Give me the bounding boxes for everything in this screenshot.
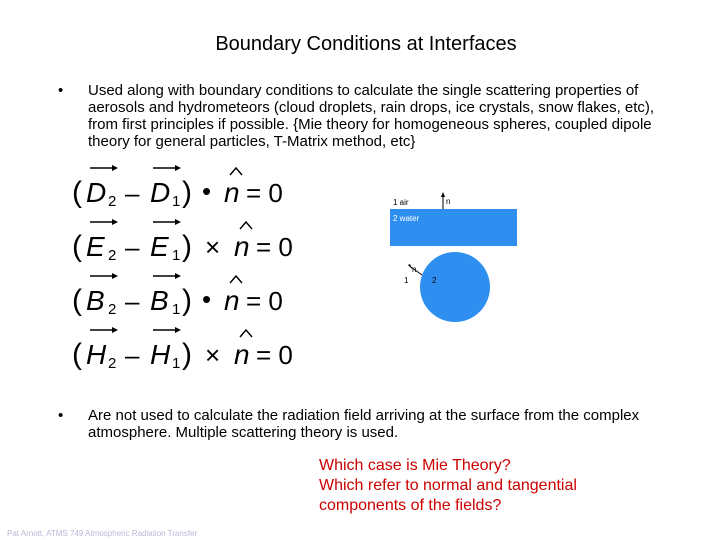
minus-sign: – (125, 340, 140, 370)
equation-B (72, 273, 283, 318)
bullet-text: Are not used to calculate the radiation field arriving at the surface from the complex atmosphere. Multiple scattering theory is used. (88, 407, 640, 441)
inside-label: 2 (432, 276, 437, 285)
operator: × (205, 232, 221, 262)
vector-arrowhead (112, 165, 118, 171)
subscript: 1 (172, 355, 181, 372)
unit-hat (230, 168, 242, 175)
bullet-marker: • (58, 82, 64, 99)
minus-sign: – (125, 286, 140, 316)
subscript: 1 (172, 301, 181, 318)
normal-symbol: n (224, 285, 240, 316)
normal-symbol: n (234, 231, 250, 262)
equals-zero: = 0 (246, 286, 283, 316)
water-label: 2 water (393, 214, 420, 223)
question-line: components of the fields? (319, 497, 502, 514)
normal-arrowhead (441, 192, 445, 197)
vector-arrowhead (175, 273, 181, 279)
field-symbol: B (150, 285, 169, 316)
minus-sign: – (125, 232, 140, 262)
equation-D (72, 165, 283, 210)
vector-arrowhead (175, 165, 181, 171)
interface-diagram (385, 190, 525, 330)
operator: × (205, 340, 221, 370)
bullet-text: Used along with boundary conditions to calculate the single scattering properties of aerosols and hydrometeors (cloud droplets, rain drops, ice crystals, snow flakes, etc), from first principles if possible. {Mie theory for homogeneous spheres, coupled dipole theory for general particles, T-Matrix method, etc} (88, 82, 655, 150)
operator: • (202, 284, 212, 314)
bullet-item-scattering (58, 82, 668, 150)
sphere-particle (420, 252, 490, 322)
equals-zero: = 0 (246, 178, 283, 208)
open-paren: ( (72, 284, 82, 317)
unit-hat (230, 276, 242, 283)
field-symbol: E (86, 231, 105, 262)
subscript: 1 (172, 193, 181, 210)
subscript: 2 (108, 301, 117, 318)
vector-arrowhead (175, 327, 181, 333)
outside-label: 1 (404, 276, 409, 285)
subscript: 1 (172, 247, 181, 264)
vector-arrowhead (112, 273, 118, 279)
operator: • (202, 176, 212, 206)
subscript: 2 (108, 193, 117, 210)
question-line: Which case is Mie Theory? (319, 457, 511, 474)
slide-title: Boundary Conditions at Interfaces (215, 33, 517, 55)
close-paren: ) (182, 230, 192, 263)
close-paren: ) (182, 176, 192, 209)
equation-H (72, 327, 293, 372)
air-label: 1 air (393, 198, 409, 207)
subscript: 2 (108, 355, 117, 372)
close-paren: ) (182, 338, 192, 371)
equals-zero: = 0 (256, 340, 293, 370)
open-paren: ( (72, 230, 82, 263)
bullet-item-radiation (58, 407, 648, 441)
question-line: Which refer to normal and tangential (319, 477, 577, 494)
equals-zero: = 0 (256, 232, 293, 262)
field-symbol: H (86, 339, 107, 370)
field-symbol: E (150, 231, 169, 262)
sphere-normal-label: n (412, 265, 417, 274)
field-symbol: H (150, 339, 171, 370)
normal-symbol: n (234, 339, 250, 370)
open-paren: ( (72, 338, 82, 371)
field-symbol: D (86, 177, 107, 208)
footer-credit: Pat Arnott, ATMS 749 Atmospheric Radiation Transfer (7, 529, 198, 538)
minus-sign: – (125, 178, 140, 208)
field-symbol: B (86, 285, 105, 316)
subscript: 2 (108, 247, 117, 264)
boundary-equations (68, 162, 318, 377)
normal-symbol: n (224, 177, 240, 208)
unit-hat (240, 330, 252, 337)
vector-arrowhead (112, 219, 118, 225)
unit-hat (240, 222, 252, 229)
vector-arrowhead (175, 219, 181, 225)
close-paren: ) (182, 284, 192, 317)
equation-E (72, 219, 293, 264)
vector-arrowhead (112, 327, 118, 333)
question-block (319, 456, 649, 516)
bullet-marker: • (58, 407, 64, 424)
normal-label: n (446, 197, 451, 206)
field-symbol: D (150, 177, 171, 208)
open-paren: ( (72, 176, 82, 209)
